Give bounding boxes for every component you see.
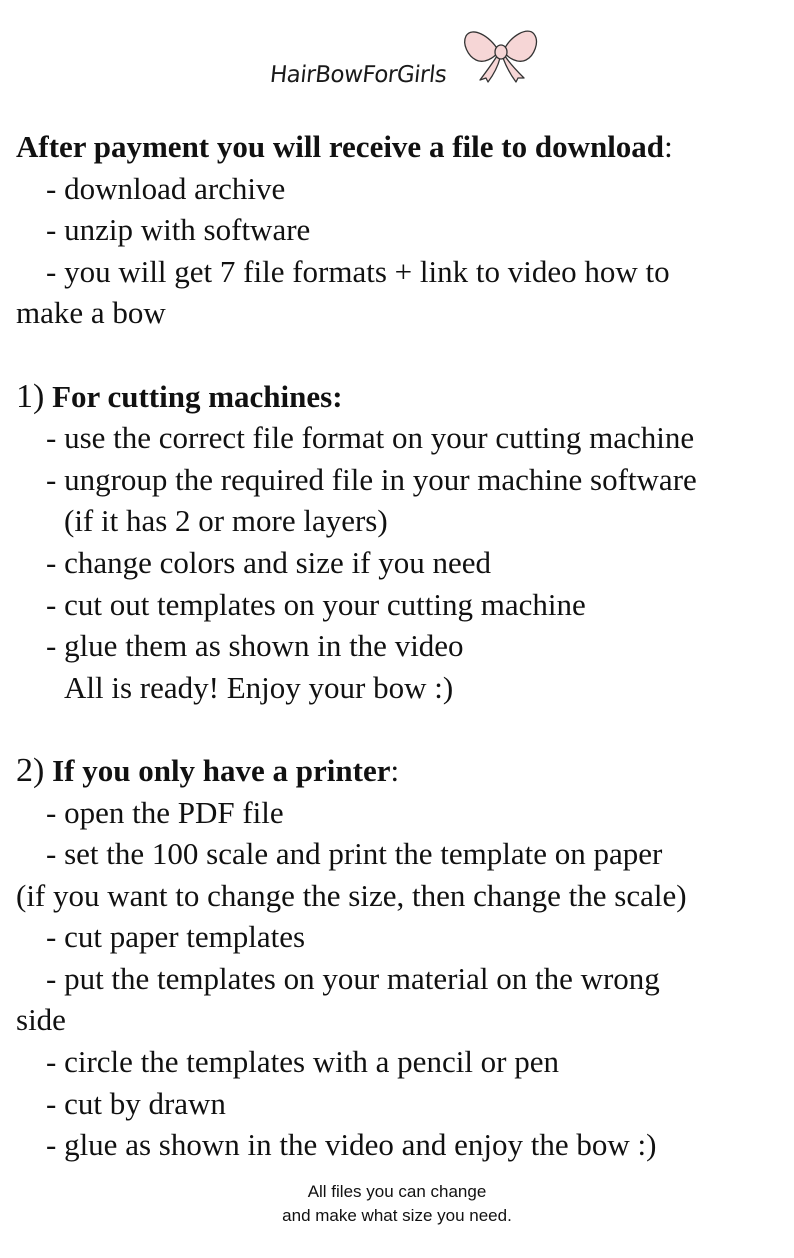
- scale-note: (if you want to change the size, then change the scale): [16, 877, 687, 913]
- list-note: (if it has 2 or more layers): [64, 503, 388, 539]
- list-item-wrap: make a bow: [16, 295, 166, 331]
- list-item: - you will get 7 file formats + link to video how to: [46, 253, 670, 289]
- list-item: - download archive: [46, 170, 286, 206]
- section1-heading: For cutting machines:: [52, 378, 343, 414]
- intro-heading: After payment you will receive a file to download: [16, 129, 665, 164]
- list-item: - unzip with software: [46, 212, 311, 248]
- list-item: - ungroup the required file in your machine software: [46, 461, 697, 497]
- section2-heading: If you only have a printer: [52, 752, 391, 788]
- list-item: - cut by drawn: [46, 1085, 226, 1121]
- footer-line: and make what size you need.: [282, 1206, 512, 1225]
- list-item-wrap: side: [16, 1002, 66, 1038]
- instructions: [16, 126, 786, 1166]
- list-item: - set the 100 scale and print the template on paper: [46, 836, 663, 872]
- footer-note: [0, 1180, 794, 1228]
- list-item: - open the PDF file: [46, 794, 284, 830]
- list-item: - cut out templates on your cutting machine: [46, 586, 586, 622]
- list-item: - use the correct file format on your cutting machine: [46, 420, 695, 456]
- bow-icon: [462, 22, 540, 84]
- list-item: - circle the templates with a pencil or pen: [46, 1044, 560, 1080]
- brand-name: HairBowForGirls: [268, 62, 448, 88]
- section1-heading-line: [16, 376, 786, 418]
- list-item: - put the templates on your material on the wrong: [46, 960, 660, 996]
- footer-line: All files you can change: [307, 1182, 487, 1201]
- list-item: - change colors and size if you need: [46, 544, 492, 580]
- list-item: - glue as shown in the video and enjoy the bow :): [46, 1127, 657, 1163]
- ready-note: All is ready! Enjoy your bow :): [64, 669, 454, 705]
- section2-heading-line: 2) If you only have a printer:: [16, 751, 400, 789]
- brand-logo: [266, 22, 536, 102]
- list-item: - glue them as shown in the video: [46, 628, 464, 664]
- section-number: 1): [16, 377, 45, 415]
- section-number: 2): [16, 751, 45, 789]
- intro-heading-line: After payment you will receive a file to download:: [16, 129, 673, 164]
- list-item: - cut paper templates: [46, 919, 306, 955]
